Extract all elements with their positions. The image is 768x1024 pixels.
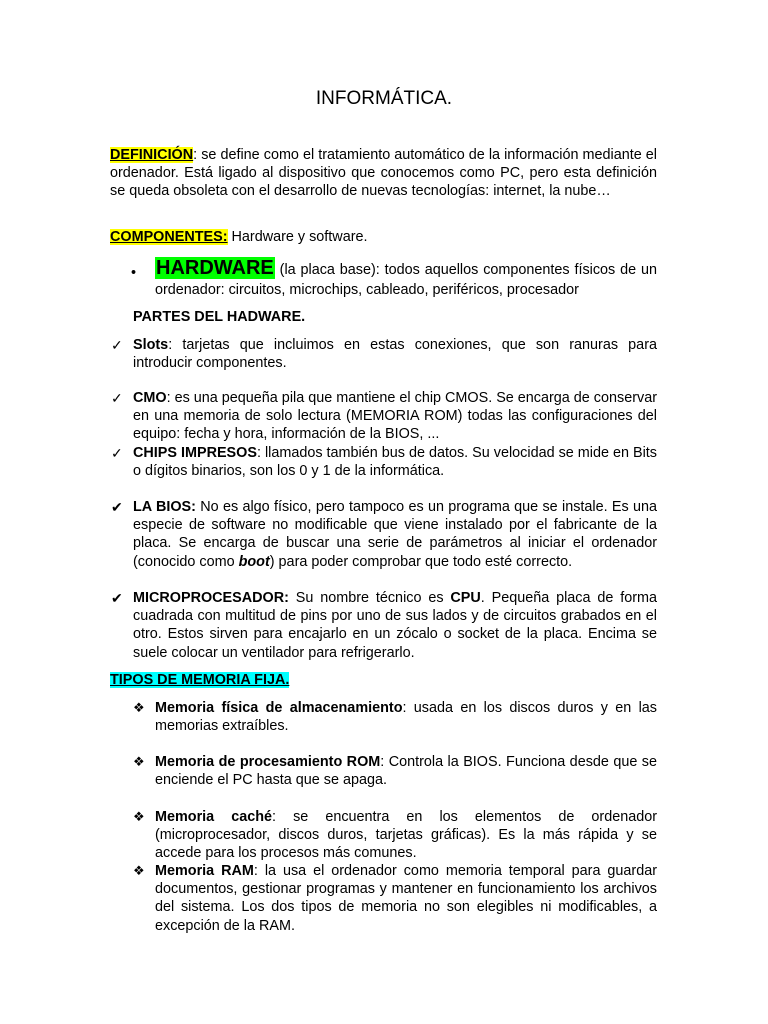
check-icon: ✓ xyxy=(111,337,123,353)
check-item-body: Su nombre técnico es xyxy=(288,590,451,606)
memoria-item-label: Memoria RAM xyxy=(155,863,254,879)
check-item-body: : llamados también bus de datos. Su velocidad se mide en Bits o dígitos binarios, son los 0 y 1 de la informática. xyxy=(133,445,657,480)
diamond-bullet-icon: ❖ xyxy=(133,700,145,715)
memoria-item-text xyxy=(155,699,657,735)
memoria-item-label: Memoria física de almacenamiento xyxy=(155,700,403,716)
check-item-body: : es una pequeña pila que mantiene el chip CMOS. Se encarga de conservar en una memoria de solo lectura (MEMORIA ROM) todas las configuraciones del equipo: fecha y hora, información de la BIOS, ... xyxy=(133,390,657,443)
componentes-text: Hardware y software. xyxy=(227,229,368,245)
check-item-label: Slots xyxy=(133,337,169,353)
definicion-text: : se define como el tratamiento automático de la información mediante el ordenador. Está ligado al dispositivo que conocemos como PC, pero esta definición se queda obsoleta con el desarrollo de nuevas tecnologías: internet, la nube… xyxy=(110,147,657,200)
check-item-text xyxy=(133,589,657,662)
cpu-emphasis: CPU xyxy=(450,590,481,606)
check-icon: ✔ xyxy=(111,590,123,606)
tipos-heading xyxy=(110,671,289,689)
componentes-paragraph xyxy=(110,228,657,246)
diamond-bullet-icon: ❖ xyxy=(133,754,145,769)
diamond-bullet-icon: ❖ xyxy=(133,809,145,824)
bullet-icon: • xyxy=(131,265,137,281)
check-item-label: CHIPS IMPRESOS xyxy=(133,445,257,461)
check-item-body-end: ) para poder comprobar que todo esté correcto. xyxy=(269,553,573,570)
definicion-paragraph xyxy=(110,146,657,201)
diamond-bullet-icon: ❖ xyxy=(133,863,145,878)
check-item-label: LA BIOS: xyxy=(133,499,196,515)
memoria-item-body: : la usa el ordenador como memoria temporal para guardar documentos, gestionar programas y mantener en funcionamiento los archivos del sistema. Los dos tipos de memoria no son elegibles ni modificables, a excepción de la RAM. xyxy=(155,863,658,934)
memoria-item-label: Memoria de procesamiento ROM xyxy=(155,754,381,770)
check-item-body-end: . Pequeña placa de forma cuadrada con multitud de pins por uno de sus lados y de circuitos grabados en el otro. Estos sirven para encajarlo en un zócalo o socket de la placa. Encima se suele colocar un ventilador para refrigerarlo. xyxy=(133,590,657,661)
memoria-item-body: : usada en los discos duros y en las memorias extraíbles. xyxy=(155,700,657,735)
check-item-text xyxy=(133,336,657,372)
check-item-text xyxy=(133,444,657,480)
memoria-item-body: : Controla la BIOS. Funciona desde que se enciende el PC hasta que se apaga. xyxy=(155,754,657,789)
componentes-label: COMPONENTES: xyxy=(110,229,228,245)
memoria-item-body: : se encuentra en los elementos de ordenador (microprocesador, discos duros, tarjetas gráficas). Es la más rápida y se accede para los procesos más comunes. xyxy=(155,809,658,862)
hardware-text: (la placa base): todos aquellos componentes físicos de un ordenador: circuitos, microchips, cableado, periféricos, procesador xyxy=(155,262,657,298)
check-item-text xyxy=(133,389,657,444)
check-icon: ✓ xyxy=(111,445,123,461)
page-title: INFORMÁTICA. xyxy=(315,88,453,109)
partes-heading: PARTES DEL HADWARE. xyxy=(133,309,306,325)
memoria-item-text xyxy=(155,862,657,935)
check-item-body: No es algo físico, pero tampoco es un programa que se instale. Es una especie de software no modificable que viene instalado por el fabricante de la placa. Se encarga de buscar una serie de parámetros al iniciar el ordenador (conocido como xyxy=(133,499,658,570)
definicion-label: DEFINICIÓN xyxy=(110,147,194,163)
hardware-paragraph xyxy=(155,258,657,300)
check-item-label: MICROPROCESADOR: xyxy=(133,590,289,606)
check-icon: ✔ xyxy=(111,499,123,515)
memoria-item-text xyxy=(155,808,657,863)
check-item-body: : tarjetas que incluimos en estas conexiones, que son ranuras para introducir componentes. xyxy=(133,337,657,372)
boot-emphasis: boot xyxy=(238,553,270,570)
tipos-heading-label: TIPOS DE MEMORIA FIJA. xyxy=(110,672,290,688)
check-item-text xyxy=(133,498,657,571)
check-item-label: CMO xyxy=(133,390,167,406)
hardware-label: HARDWARE xyxy=(156,257,274,279)
memoria-item-label: Memoria caché xyxy=(155,809,273,825)
check-icon: ✓ xyxy=(111,390,123,406)
memoria-item-text xyxy=(155,753,657,789)
